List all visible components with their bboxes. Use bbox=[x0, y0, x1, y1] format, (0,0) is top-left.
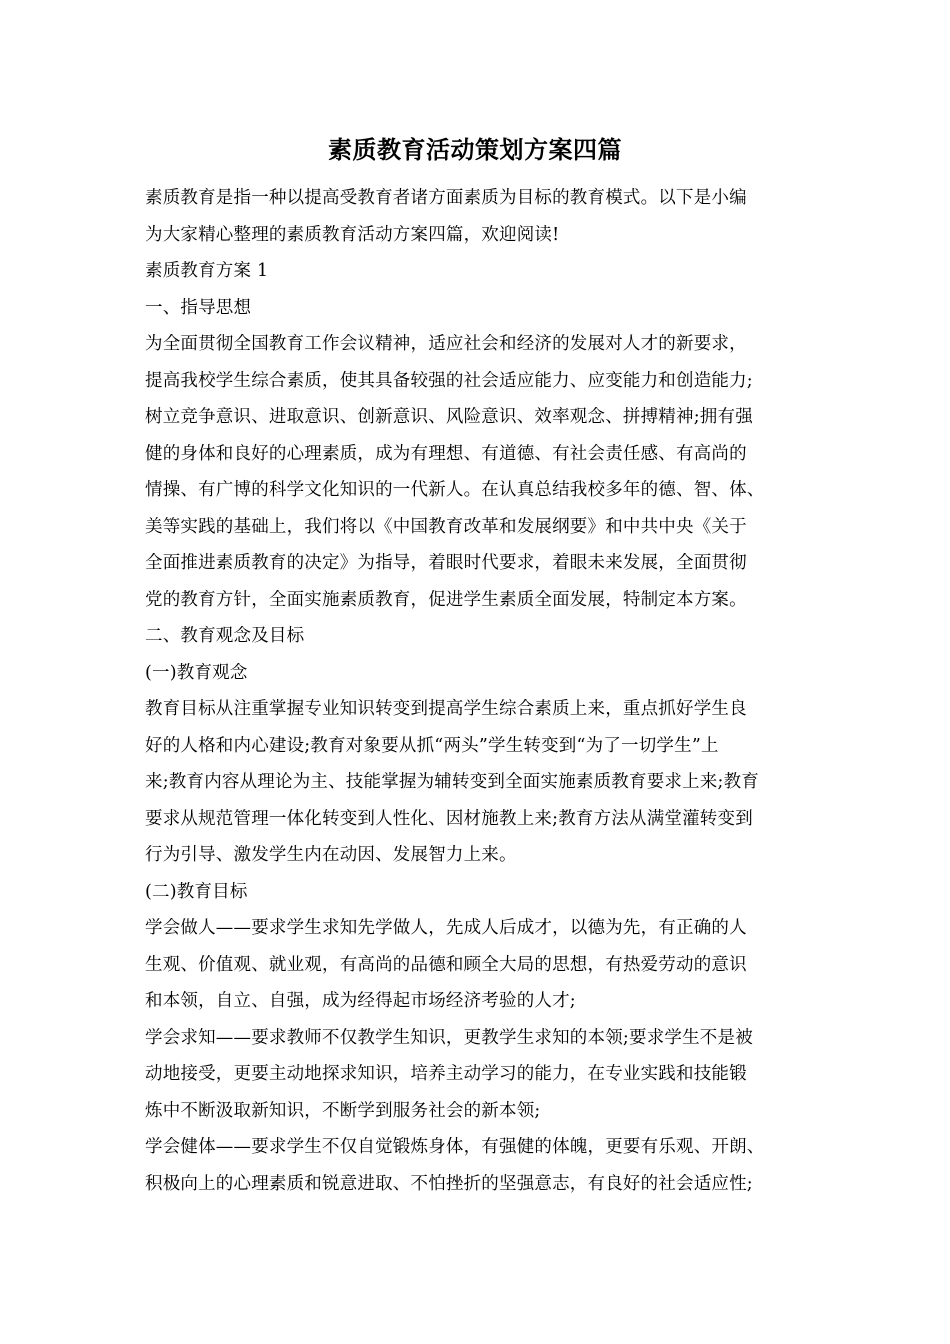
section-heading: 二、教育观念及目标 bbox=[145, 626, 305, 646]
text-line: 提高我校学生综合素质，使其具备较强的社会适应能力、应变能力和创造能力; bbox=[145, 370, 753, 391]
text-line: 全面推进素质教育的决定》为指导，着眼时代要求，着眼未来发展，全面贯彻 bbox=[145, 553, 747, 573]
document-body bbox=[145, 180, 825, 1202]
text-line: 要求从规范管理一体化转变到人性化、因材施教上来;教育方法从满堂灌转变到 bbox=[145, 808, 753, 829]
text-line: 树立竞争意识、进取意识、创新意识、风险意识、效率观念、拼搏精神;拥有强 bbox=[145, 407, 753, 427]
text-line: 素质教育是指一种以提高受教育者诸方面素质为目标的教育模式。以下是小编 bbox=[145, 188, 747, 208]
text-line: 学会求知——要求教师不仅教学生知识，更教学生求知的本领;要求学生不是被 bbox=[145, 1027, 753, 1048]
text-line: 为大家精心整理的素质教育活动方案四篇，欢迎阅读! bbox=[145, 224, 560, 245]
text-line: 情操、有广博的科学文化知识的一代新人。在认真总结我校多年的德、智、体、 bbox=[145, 480, 765, 500]
text-line: 学会健体——要求学生不仅自觉锻炼身体，有强健的体魄，更要有乐观、开朗、 bbox=[145, 1137, 765, 1157]
text-line: 为全面贯彻全国教育工作会议精神，适应社会和经济的发展对人才的新要求， bbox=[145, 334, 747, 354]
text-line: 好的人格和内心建设;教育对象要从抓“两头”学生转变到“为了一切学生”上 bbox=[145, 735, 719, 756]
subsection-heading: (一)教育观念 bbox=[145, 662, 248, 683]
section-heading: 一、指导思想 bbox=[145, 297, 252, 318]
text-line: 美等实践的基础上，我们将以《中国教育改革和发展纲要》和中共中央《关于 bbox=[145, 516, 747, 537]
text-line: 行为引导、激发学生内在动因、发展智力上来。 bbox=[145, 845, 517, 865]
document-title: 素质教育活动策划方案四篇 bbox=[328, 135, 622, 164]
text-line: 学会做人——要求学生求知先学做人，先成人后成才，以德为先，有正确的人 bbox=[145, 918, 747, 938]
text-line: 教育目标从注重掌握专业知识转变到提高学生综合素质上来，重点抓好学生良 bbox=[145, 699, 747, 719]
text-line: 健的身体和良好的心理素质，成为有理想、有道德、有社会责任感、有高尚的 bbox=[145, 443, 747, 464]
text-line: 动地接受，更要主动地探求知识，培养主动学习的能力，在专业实践和技能锻 bbox=[145, 1064, 747, 1084]
text-line: 和本领，自立、自强，成为经得起市场经济考验的人才; bbox=[145, 991, 576, 1011]
text-line: 来;教育内容从理论为主、技能掌握为辅转变到全面实施素质教育要求上来;教育 bbox=[145, 772, 759, 792]
text-line: 炼中不断汲取新知识，不断学到服务社会的新本领; bbox=[145, 1100, 541, 1121]
section-heading: 素质教育方案 1 bbox=[145, 261, 269, 281]
subsection-heading: (二)教育目标 bbox=[145, 881, 248, 902]
text-line: 党的教育方针，全面实施素质教育，促进学生素质全面发展，特制定本方案。 bbox=[145, 589, 747, 610]
text-line: 生观、价值观、就业观，有高尚的品德和顾全大局的思想，有热爱劳动的意识 bbox=[145, 954, 747, 975]
text-line: 积极向上的心理素质和锐意进取、不怕挫折的坚强意志，有良好的社会适应性; bbox=[145, 1173, 753, 1194]
